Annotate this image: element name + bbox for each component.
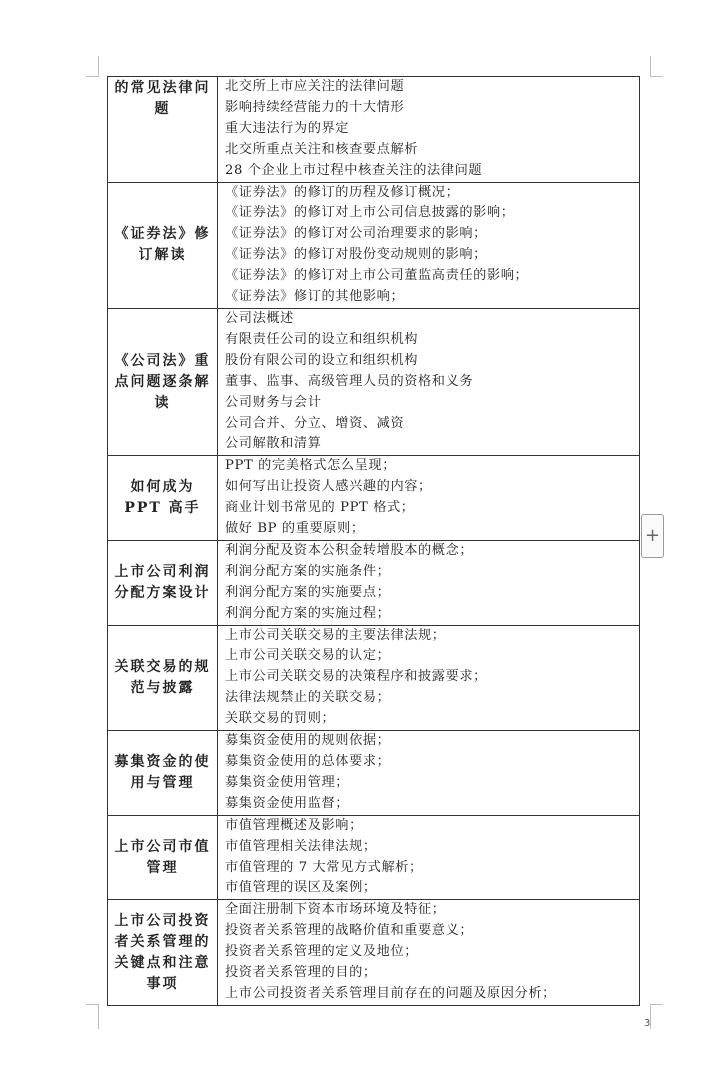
row-heading: 上市公司市值管理 [108,815,218,900]
list-item: 股份有限公司的设立和组织机构 [225,352,419,368]
table-row [108,625,640,731]
list-item: 全面注册制下资本市场环境及特征； [225,902,446,918]
table-row [108,456,640,541]
row-heading: 上市公司投资者关系管理的关键点和注意事项 [108,900,218,1006]
row-content [218,540,640,625]
list-item: 市值管理概述及影响； [225,817,363,833]
page-number: 3 [644,1018,651,1029]
row-heading: 募集资金的使用与管理 [108,731,218,816]
table-row [108,731,640,816]
crop-mark-top-left [86,56,99,77]
crop-mark-bottom-left [86,1004,99,1029]
list-item: 市值管理的误区及案例； [225,880,377,896]
list-item: 董事、监事、高级管理人员的资格和义务 [225,373,474,389]
list-item: 市值管理相关法律法规； [225,838,377,854]
row-heading: 《公司法》重点问题逐条解读 [108,308,218,455]
list-item: 28 个企业上市过程中核查关注的法律问题 [225,162,483,178]
list-item: 商业计划书常见的 PPT 格式； [225,500,415,516]
list-item: 公司法概述 [225,310,294,326]
row-heading: 关联交易的规范与披露 [108,625,218,731]
list-item: 《证券法》的修订对上市公司信息披露的影响； [225,205,515,221]
row-content [218,731,640,816]
list-item: 募集资金使用的规则依据； [225,733,391,749]
table-row [108,182,640,308]
list-item: 如何写出让投资人感兴趣的内容； [225,479,432,495]
row-heading: 如何成为 PPT 高手 [108,456,218,541]
list-item: 做好 BP 的重要原则； [225,521,365,537]
crop-mark-top-right [650,56,663,77]
list-item: 上市公司关联交易的决策程序和披露要求； [225,669,487,685]
list-item: 有限责任公司的设立和组织机构 [225,331,419,347]
list-item: 北交所重点关注和核查要点解析 [225,141,419,157]
list-item: 募集资金使用监督； [225,795,350,811]
row-heading: 《证券法》修订解读 [108,182,218,308]
list-item: 《证券法》修订的其他影响； [225,289,405,305]
list-item: 利润分配及资本公积金转增股本的概念； [225,542,474,558]
table-row [108,540,640,625]
row-heading: 的常见法律问题 [108,77,218,183]
list-item: 北交所上市应关注的法律问题 [225,79,405,94]
table-row [108,815,640,900]
list-item: 市值管理的 7 大常见方式解析； [225,859,423,875]
row-content [218,625,640,731]
table-row [108,308,640,455]
list-item: 公司财务与会计 [225,394,322,410]
list-item: 《证券法》的修订对股份变动规则的影响； [225,247,487,263]
list-item: 上市公司关联交易的主要法律法规； [225,627,446,643]
table-row [108,77,640,183]
list-item: 上市公司投资者关系管理目前存在的问题及原因分析； [225,985,556,1001]
list-item: 公司解散和清算 [225,436,322,452]
crop-mark-bottom-right [650,1004,663,1029]
list-item: 募集资金使用的总体要求； [225,754,391,769]
list-item: 投资者关系管理的定义及地位； [225,944,419,960]
add-row-button[interactable]: + [641,514,664,558]
row-content [218,900,640,1006]
list-item: 《证券法》的修订对上市公司董监高责任的影响； [225,268,529,284]
list-item: 关联交易的罚则； [225,711,336,727]
row-content [218,77,640,183]
row-content [218,456,640,541]
list-item: PPT 的完美格式怎么呈现； [225,458,397,474]
list-item: 《证券法》的修订对公司治理要求的影响； [225,226,487,242]
row-content [218,182,640,308]
row-content [218,308,640,455]
list-item: 公司合并、分立、增资、减资 [225,415,405,431]
list-item: 法律法规禁止的关联交易； [225,690,391,706]
list-item: 利润分配方案的实施条件； [225,563,391,579]
list-item: 上市公司关联交易的认定； [225,648,391,664]
row-heading: 上市公司利润分配方案设计 [108,540,218,625]
list-item: 《证券法》的修订的历程及修订概况； [225,184,460,200]
list-item: 投资者关系管理的目的； [225,965,377,981]
list-item: 利润分配方案的实施过程； [225,605,391,621]
course-table [107,76,640,1006]
list-item: 利润分配方案的实施要点； [225,584,391,600]
list-item: 募集资金使用管理； [225,774,350,790]
row-content [218,815,640,900]
table-row [108,900,640,1006]
list-item: 投资者关系管理的战略价值和重要意义； [225,923,474,939]
list-item: 重大违法行为的界定 [225,120,350,136]
list-item: 影响持续经营能力的十大情形 [225,99,405,115]
